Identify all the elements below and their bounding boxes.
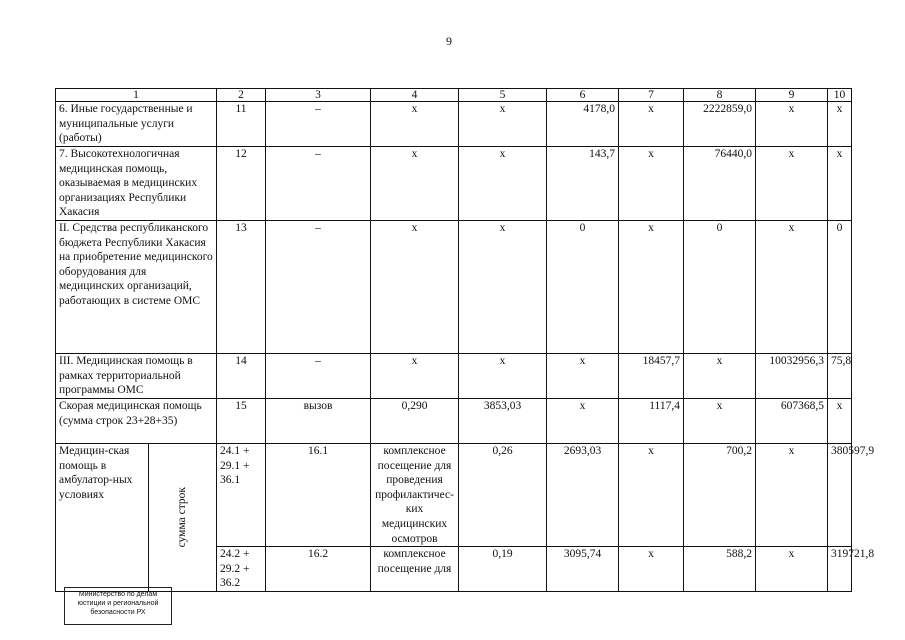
header-row [56, 89, 852, 102]
col5-cell: 3095,74 [547, 547, 619, 592]
col6-cell: х [547, 354, 619, 399]
row-name: 7. Высокотехнологичная медицинская помощь, оказываемая в медицинских организациях Республики Хакасия [56, 147, 217, 221]
unit-cell: – [266, 354, 371, 399]
header-cell: 1 [56, 89, 217, 102]
col5-cell: х [459, 221, 547, 354]
col8-cell: 2222859,0 [684, 102, 756, 147]
sum-label-cell [149, 444, 217, 592]
col7-cell: х [619, 102, 684, 147]
unit-cell: вызов [266, 399, 371, 444]
line-number: 14 [217, 354, 266, 399]
col8-cell: х [756, 547, 828, 592]
line-number: 16.1 [266, 444, 371, 547]
col10-cell: 75,8 [828, 354, 852, 399]
formula-cell: 24.2 + 29.2 + 36.2 [217, 547, 266, 592]
line-number: 15 [217, 399, 266, 444]
table-row [56, 102, 852, 147]
col9-cell: 607368,5 [756, 399, 828, 444]
col4-cell: х [371, 354, 459, 399]
line-number: 12 [217, 147, 266, 221]
line-number: 16.2 [266, 547, 371, 592]
col7-cell: х [619, 221, 684, 354]
unit-cell: – [266, 221, 371, 354]
col6-cell: 143,7 [547, 147, 619, 221]
unit-cell: комплексное посещение для [371, 547, 459, 592]
col6-cell: х [619, 444, 684, 547]
col4-cell: х [371, 221, 459, 354]
header-cell: 2 [217, 89, 266, 102]
table-row [56, 399, 852, 444]
row-name: II. Средства республиканского бюджета Республики Хакасия на приобретение медицинского оборудования для медицинских организаций, работающих в системе ОМС [56, 221, 217, 354]
col5-cell: 2693,03 [547, 444, 619, 547]
col6-cell: 0 [547, 221, 619, 354]
col7-cell: х [619, 147, 684, 221]
col9-cell: х [756, 102, 828, 147]
col4-cell: 0,290 [371, 399, 459, 444]
col8-cell: 0 [684, 221, 756, 354]
formula-cell: 24.1 + 29.1 + 36.1 [217, 444, 266, 547]
col4-cell: х [371, 147, 459, 221]
header-cell: 5 [459, 89, 547, 102]
line-number: 11 [217, 102, 266, 147]
row-name: 6. Иные государственные и муниципальные услуги (работы) [56, 102, 217, 147]
col4-cell: 0,19 [459, 547, 547, 592]
ministry-stamp: Министерство по делам юстиции и региональной безопасности РХ [64, 587, 172, 625]
header-cell: 3 [266, 89, 371, 102]
col10-cell: х [828, 399, 852, 444]
page-number: 9 [446, 34, 452, 48]
col9-cell: 10032956,3 [756, 354, 828, 399]
col9-cell: 380597,9 [828, 444, 852, 547]
table-row [56, 221, 852, 354]
col6-cell: 4178,0 [547, 102, 619, 147]
col5-cell: х [459, 354, 547, 399]
table-row [56, 147, 852, 221]
col8-cell: х [684, 399, 756, 444]
budget-table [55, 88, 875, 592]
header-cell: 4 [371, 89, 459, 102]
header-cell: 7 [619, 89, 684, 102]
col7-cell: 700,2 [684, 444, 756, 547]
unit-cell: – [266, 102, 371, 147]
col5-cell: 3853,03 [459, 399, 547, 444]
col8-cell: х [684, 354, 756, 399]
col8-cell: 76440,0 [684, 147, 756, 221]
col8-cell: х [756, 444, 828, 547]
col6-cell: х [619, 547, 684, 592]
col10-cell: х [828, 147, 852, 221]
sum-label: сумма строк [176, 487, 189, 548]
col4-cell: х [371, 102, 459, 147]
header-cell: 9 [756, 89, 828, 102]
unit-cell: комплексное посещение для проведения профилактичес-ких медицинских осмотров [371, 444, 459, 547]
header-cell: 6 [547, 89, 619, 102]
table-row [56, 354, 852, 399]
unit-cell: – [266, 147, 371, 221]
col9-cell: х [756, 147, 828, 221]
col7-cell: 18457,7 [619, 354, 684, 399]
header-cell: 10 [828, 89, 852, 102]
col9-cell: 319721,8 [828, 547, 852, 592]
header-cell: 8 [684, 89, 756, 102]
line-number: 13 [217, 221, 266, 354]
row-name: III. Медицинская помощь в рамках территориальной программы ОМС [56, 354, 217, 399]
col5-cell: х [459, 102, 547, 147]
col5-cell: х [459, 147, 547, 221]
col9-cell: х [756, 221, 828, 354]
col7-cell: 588,2 [684, 547, 756, 592]
col6-cell: х [547, 399, 619, 444]
row-name: Скорая медицинская помощь (сумма строк 23+28+35) [56, 399, 217, 444]
ambulatory-name: Медицин-ская помощь в амбулатор-ных условиях [56, 444, 149, 592]
col10-cell: 0 [828, 221, 852, 354]
col4-cell: 0,26 [459, 444, 547, 547]
col10-cell: х [828, 102, 852, 147]
table-row [56, 444, 852, 547]
col7-cell: 1117,4 [619, 399, 684, 444]
